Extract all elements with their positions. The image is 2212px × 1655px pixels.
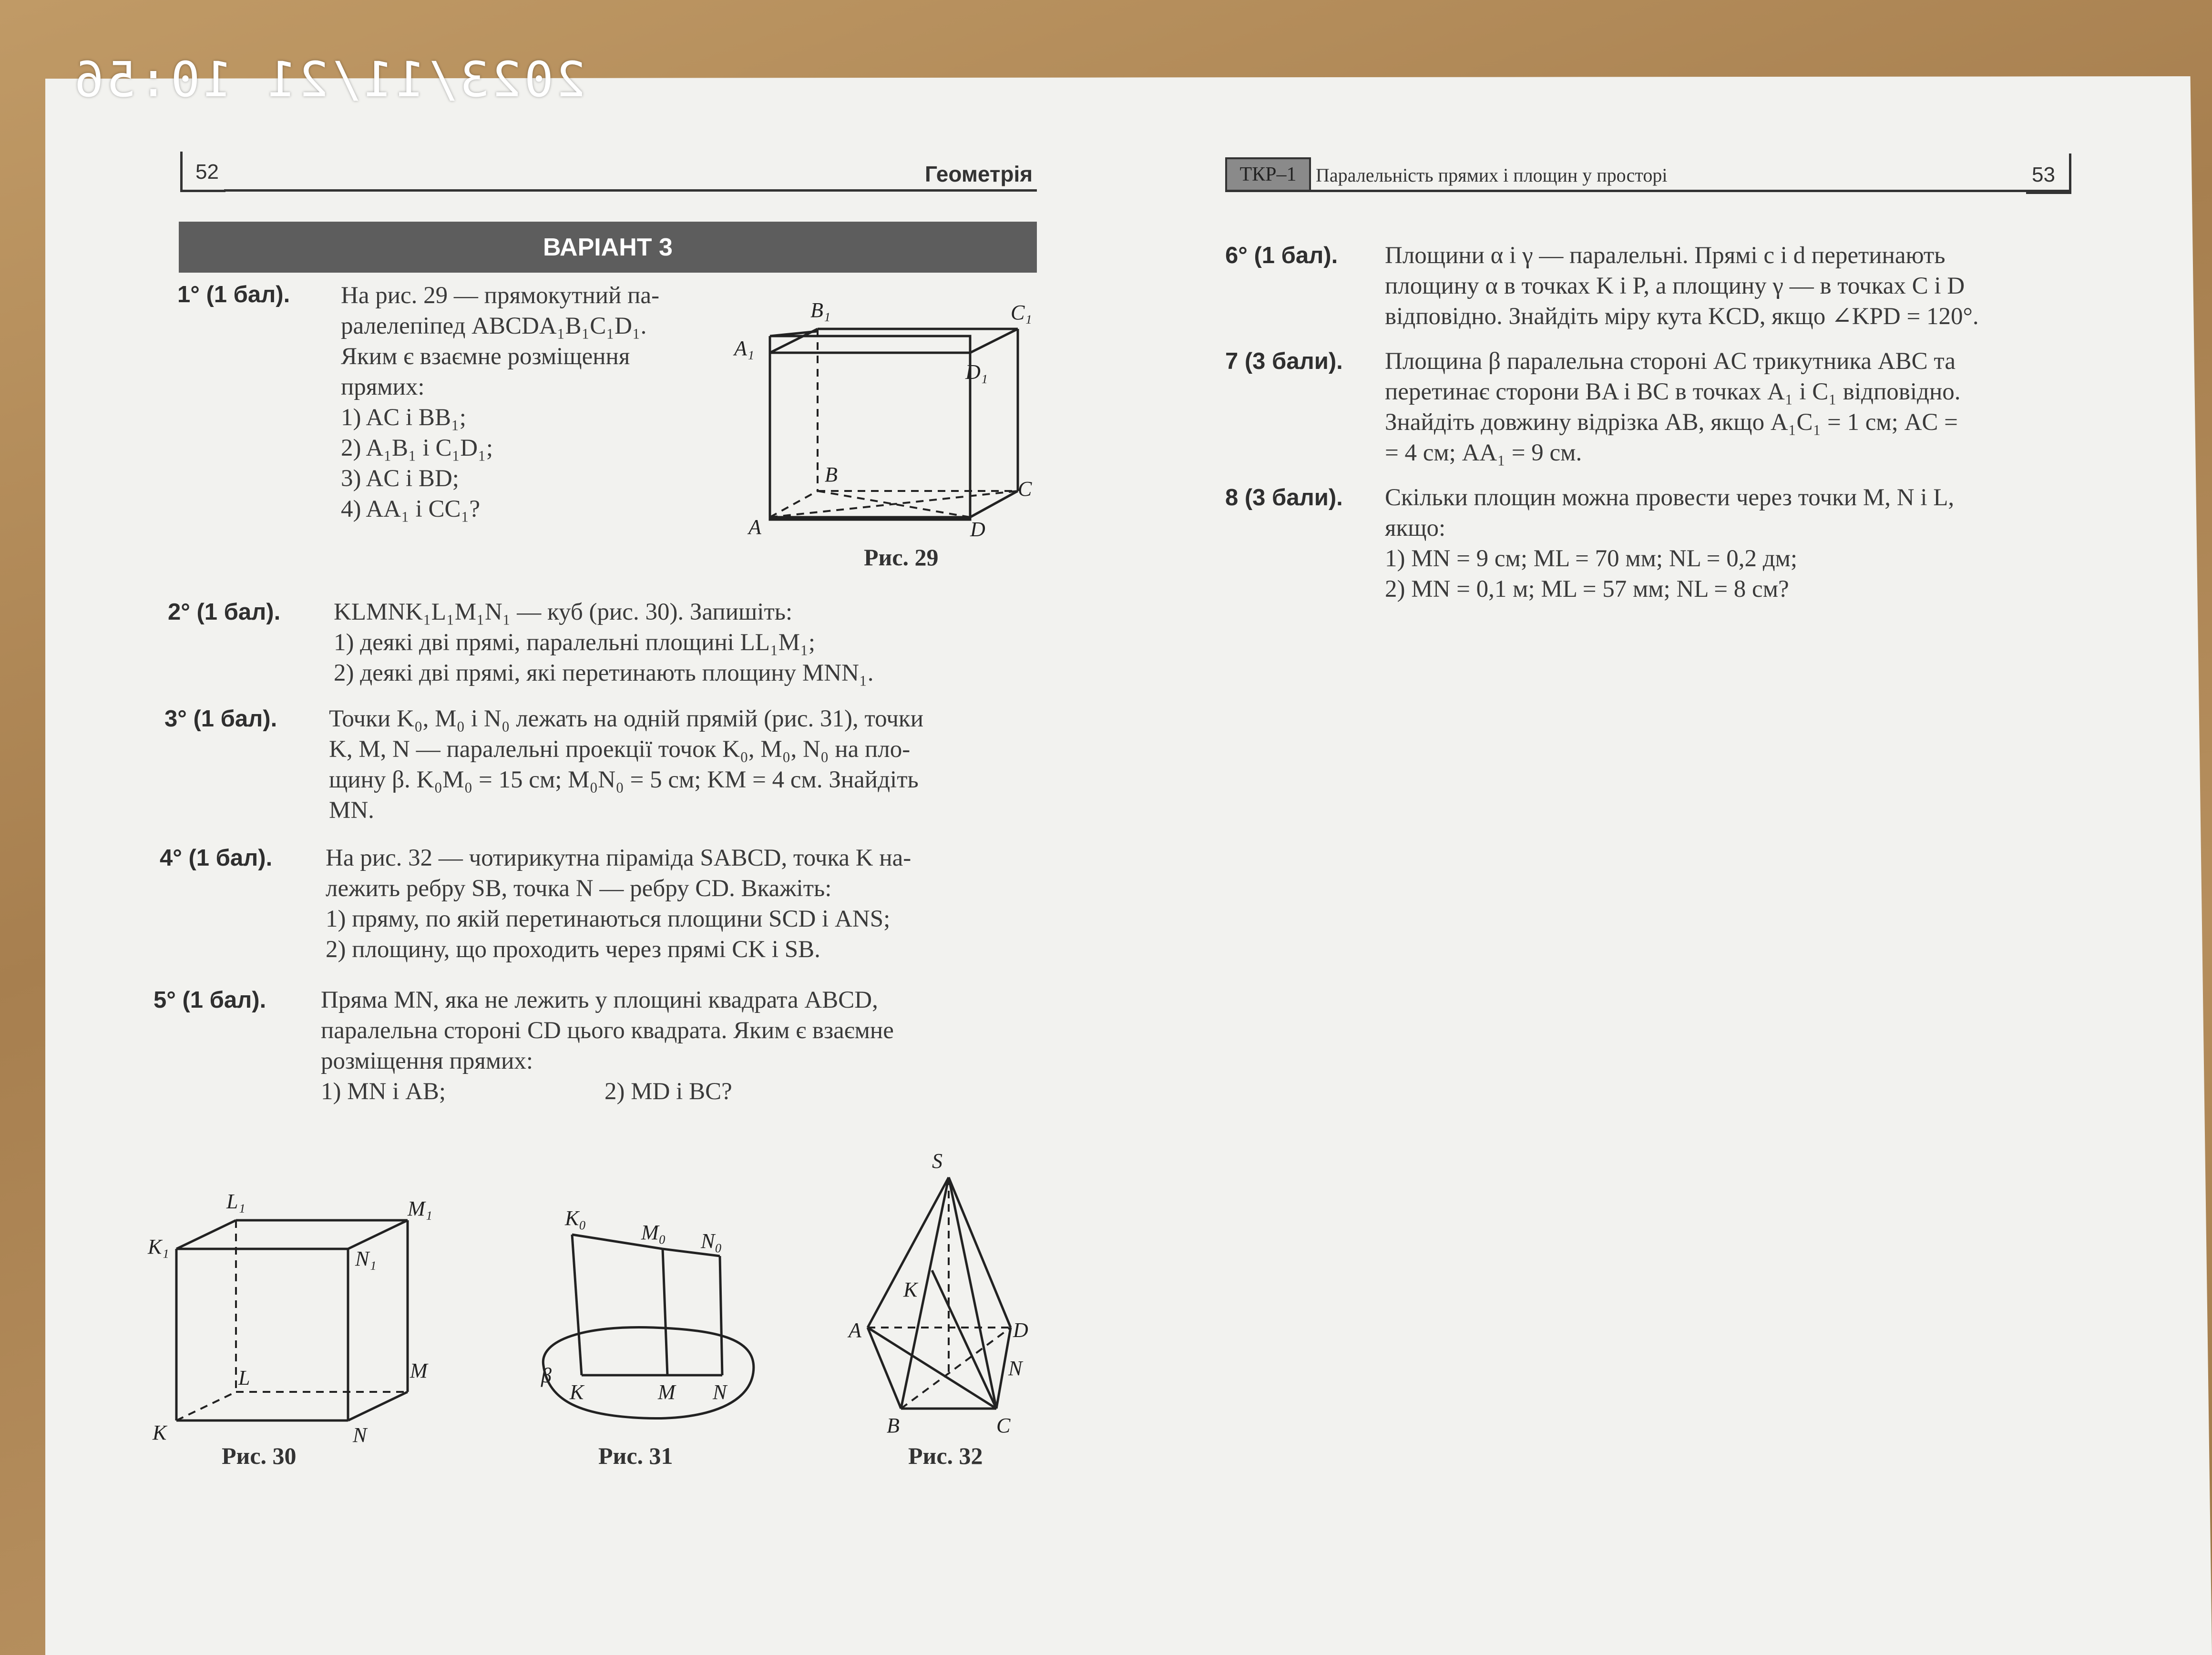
task-5-number: 5° (1 бал). bbox=[154, 987, 266, 1013]
fig32-label: A bbox=[849, 1318, 861, 1342]
fig30-label: K bbox=[153, 1421, 167, 1444]
task-7-line: = 4 см; AA₁ = 9 см. bbox=[1385, 439, 1582, 466]
task-1-line: ралелепіпед ABCDA₁B₁C₁D₁. bbox=[341, 313, 647, 339]
figure-32-pyramid bbox=[839, 1149, 1058, 1444]
task-3-text bbox=[329, 704, 923, 826]
figure-31-caption: Рис. 31 bbox=[598, 1442, 673, 1469]
task-6-line: Площини α і γ — паралельні. Прямі c і d перетинають bbox=[1385, 242, 1946, 269]
fig32-label: S bbox=[932, 1149, 942, 1173]
task-1-line: 3) AC і BD; bbox=[341, 465, 459, 492]
figure-30-caption: Рис. 30 bbox=[222, 1442, 297, 1469]
fig30-label: L₁ bbox=[226, 1190, 246, 1213]
task-1-line: На рис. 29 — прямокутний па- bbox=[341, 282, 660, 309]
fig29-label: D₁ bbox=[965, 360, 988, 384]
fig32-label: D bbox=[1013, 1318, 1028, 1342]
right-header-tag bbox=[1225, 157, 1311, 192]
task-8-number: 8 (3 бали). bbox=[1225, 485, 1343, 511]
fig30-label: M bbox=[410, 1359, 428, 1382]
task-3-number: 3° (1 бал). bbox=[164, 706, 277, 732]
task-7-line: Площина β паралельна стороні AC трикутника ABC та bbox=[1385, 348, 1956, 375]
task-8-line: 2) MN = 0,1 м; ML = 57 мм; NL = 8 см? bbox=[1385, 576, 1789, 603]
photo-timestamp: 2023/11/21 10:56 bbox=[72, 51, 586, 108]
task-3-line: MN. bbox=[329, 797, 374, 824]
fig29-label: A₁ bbox=[734, 337, 755, 360]
figure-29-parallelepiped bbox=[725, 291, 1058, 558]
task-1-number: 1° (1 бал). bbox=[177, 282, 290, 307]
task-2-text bbox=[334, 597, 873, 688]
fig31-label: N bbox=[713, 1380, 727, 1404]
task-5-option-2: 2) MD і BC? bbox=[604, 1078, 732, 1105]
task-1-line: Яким є взаємне розміщення bbox=[341, 343, 630, 370]
task-1-text bbox=[341, 280, 659, 524]
task-6-line: відповідно. Знайдіть міру кута KCD, якщо ∠KPD = 120°. bbox=[1385, 303, 1979, 330]
fig30-label: N₁ bbox=[355, 1247, 377, 1270]
task-3-line: Точки K₀, M₀ і N₀ лежать на одній прямій (рис. 31), точки bbox=[329, 705, 923, 732]
figure-31-projection bbox=[529, 1196, 768, 1444]
task-8-line: 1) MN = 9 см; ML = 70 мм; NL = 0,2 дм; bbox=[1385, 545, 1798, 572]
left-header-rule bbox=[224, 189, 1037, 192]
fig29-label: C₁ bbox=[1011, 301, 1032, 324]
fig30-label: M₁ bbox=[408, 1197, 432, 1220]
task-2-line: 1) деякі дві прямі, паралельні площині LL₁M₁; bbox=[334, 629, 816, 656]
fig32-label: K bbox=[903, 1278, 918, 1301]
figure-30-cube bbox=[143, 1182, 467, 1449]
fig32-label: N bbox=[1008, 1357, 1023, 1380]
task-8-line: якщо: bbox=[1385, 515, 1446, 541]
fig30-label: N bbox=[353, 1423, 367, 1447]
task-8-line: Скільки площин можна провести через точки M, N і L, bbox=[1385, 484, 1955, 511]
task-4-text bbox=[326, 843, 911, 965]
task-5-option-1: 1) MN і AB; bbox=[321, 1078, 446, 1105]
task-6-line: площину α в точках K і P, а площину γ — в точках C і D bbox=[1385, 273, 1965, 299]
fig30-label: L bbox=[238, 1366, 250, 1389]
task-7-text bbox=[1385, 346, 1961, 468]
task-4-line: 2) площину, що проходить через прямі CK і SB. bbox=[326, 936, 820, 963]
task-1-line: 2) A₁B₁ і C₁D₁; bbox=[341, 435, 493, 461]
fig31-label: K₀ bbox=[565, 1206, 586, 1230]
section-tag: ТКР–1 bbox=[1239, 163, 1297, 185]
fig31-label: N₀ bbox=[701, 1229, 722, 1253]
fig29-label: B bbox=[825, 463, 838, 486]
figure-32-caption: Рис. 32 bbox=[908, 1442, 983, 1469]
task-1-line: 4) AA₁ і CC₁? bbox=[341, 496, 480, 522]
task-3-line: K, M, N — паралельні проекції точок K₀, M₀, N₀ на пло- bbox=[329, 736, 911, 763]
task-7-line: перетинає сторони BA і BC в точках A₁ і C₁ відповідно. bbox=[1385, 378, 1961, 405]
figure-29-caption: Рис. 29 bbox=[864, 544, 939, 571]
running-title: Геометрія bbox=[925, 162, 1033, 186]
task-5-line: розміщення прямих: bbox=[321, 1048, 533, 1074]
variant-banner-text: ВАРІАНТ 3 bbox=[543, 233, 673, 261]
task-3-line: щину β. K₀M₀ = 15 см; M₀N₀ = 5 см; KM = 4 см. Знайдіть bbox=[329, 766, 919, 793]
task-4-line: На рис. 32 — чотирикутна піраміда SABCD, точка K на- bbox=[326, 845, 911, 871]
task-8-text bbox=[1385, 482, 1954, 604]
task-7-number: 7 (3 бали). bbox=[1225, 348, 1343, 374]
task-5-line: Пряма MN, яка не лежить у площині квадрата ABCD, bbox=[321, 987, 878, 1013]
section-title: Паралельність прямих і площин у просторі bbox=[1316, 164, 1668, 186]
task-1-line: 1) AC і BB₁; bbox=[341, 404, 466, 431]
task-2-number: 2° (1 бал). bbox=[168, 599, 281, 625]
fig31-label: K bbox=[570, 1380, 584, 1404]
task-4-line: лежить ребру SB, точка N — ребру CD. Вкажіть: bbox=[326, 875, 832, 902]
variant-banner bbox=[179, 222, 1037, 273]
left-page-number: 52 bbox=[195, 160, 219, 184]
fig31-label: β bbox=[541, 1364, 552, 1387]
fig30-label: K₁ bbox=[148, 1235, 169, 1258]
right-header-rule bbox=[1225, 190, 2069, 192]
task-6-number: 6° (1 бал). bbox=[1225, 243, 1338, 268]
fig29-label: D bbox=[970, 518, 985, 541]
task-2-line: KLMNK₁L₁M₁N₁ — куб (рис. 30). Запишіть: bbox=[334, 599, 793, 625]
fig29-label: C bbox=[1018, 477, 1032, 501]
fig31-label: M bbox=[658, 1380, 676, 1404]
task-1-line: прямих: bbox=[341, 374, 425, 400]
fig29-label: A bbox=[748, 515, 761, 539]
right-page-number: 53 bbox=[2032, 163, 2055, 186]
task-5-text bbox=[321, 985, 894, 1076]
fig29-label: B₁ bbox=[810, 298, 831, 322]
task-4-line: 1) пряму, по якій перетинаються площини SCD і ANS; bbox=[326, 906, 891, 932]
fig32-label: C bbox=[996, 1414, 1011, 1437]
task-5-line: паралельна стороні CD цього квадрата. Яким є взаємне bbox=[321, 1017, 894, 1044]
task-4-number: 4° (1 бал). bbox=[160, 845, 273, 871]
task-7-line: Знайдіть довжину відрізка AB, якщо A₁C₁ = 1 см; AC = bbox=[1385, 409, 1958, 436]
fig31-label: M₀ bbox=[641, 1221, 666, 1244]
task-2-line: 2) деякі дві прямі, які перетинають площину MNN₁. bbox=[334, 660, 874, 686]
fig32-label: B bbox=[887, 1414, 900, 1437]
task-6-text bbox=[1385, 240, 1979, 332]
